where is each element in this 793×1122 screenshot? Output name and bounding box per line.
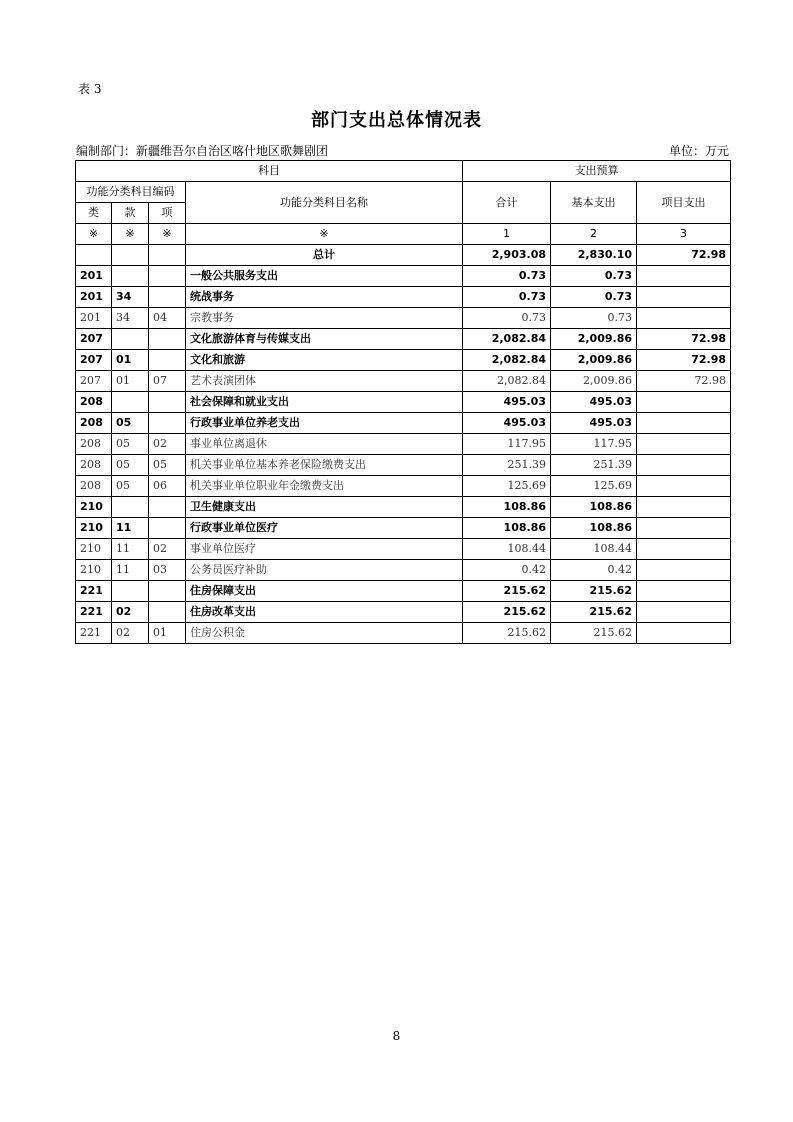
mark-lei: ※ [76,224,112,245]
cell-kuan [112,245,149,266]
table-row [76,350,731,371]
cell-kuan [112,266,149,287]
cell-name: 卫生健康支出 [186,497,463,518]
cell-total: 2,082.84 [463,371,551,392]
table-row [76,434,731,455]
cell-kuan: 02 [112,623,149,644]
col-index-1: 1 [463,224,551,245]
cell-total: 2,903.08 [463,245,551,266]
cell-lei: 207 [76,329,112,350]
cell-kuan: 34 [112,308,149,329]
cell-kuan: 05 [112,476,149,497]
mark-kuan: ※ [112,224,149,245]
cell-project [637,623,731,644]
cell-name: 统战事务 [186,287,463,308]
cell-total: 2,082.84 [463,329,551,350]
table-row [76,623,731,644]
table-row [76,245,731,266]
cell-xiang: 06 [149,476,186,497]
mark-name: ※ [186,224,463,245]
cell-basic: 2,009.86 [551,329,637,350]
col-index-2: 2 [551,224,637,245]
cell-name: 机关事业单位职业年金缴费支出 [186,476,463,497]
cell-total: 108.86 [463,497,551,518]
cell-project: 72.98 [637,350,731,371]
cell-xiang [149,287,186,308]
col-index-3: 3 [637,224,731,245]
cell-project [637,287,731,308]
cell-total: 215.62 [463,623,551,644]
unit-label: 单位：万元 [668,144,729,158]
mark-xiang: ※ [149,224,186,245]
cell-lei: 201 [76,266,112,287]
cell-kuan: 34 [112,287,149,308]
cell-project [637,560,731,581]
cell-project [637,434,731,455]
cell-kuan [112,581,149,602]
cell-name: 公务员医疗补助 [186,560,463,581]
cell-project [637,266,731,287]
cell-lei: 207 [76,371,112,392]
compiling-department: 编制部门：新疆维吾尔自治区喀什地区歌舞剧团 [76,144,329,158]
expenditure-table [75,160,731,644]
cell-xiang: 05 [149,455,186,476]
table-row [76,266,731,287]
table-row [76,413,731,434]
cell-xiang: 04 [149,308,186,329]
cell-name: 行政事业单位医疗 [186,518,463,539]
cell-kuan: 11 [112,560,149,581]
cell-lei: 207 [76,350,112,371]
cell-lei: 210 [76,497,112,518]
cell-basic: 0.42 [551,560,637,581]
cell-lei: 208 [76,392,112,413]
cell-xiang: 03 [149,560,186,581]
cell-total: 215.62 [463,581,551,602]
cell-total: 0.73 [463,266,551,287]
header-basic: 基本支出 [551,182,637,224]
cell-total: 0.42 [463,560,551,581]
page-title: 部门支出总体情况表 [311,110,482,131]
table-row [76,602,731,623]
cell-xiang [149,329,186,350]
cell-xiang [149,497,186,518]
cell-basic: 108.44 [551,539,637,560]
cell-lei: 210 [76,560,112,581]
cell-basic: 108.86 [551,518,637,539]
cell-xiang [149,581,186,602]
table-row [76,518,731,539]
cell-lei: 210 [76,539,112,560]
cell-lei: 221 [76,581,112,602]
cell-name: 事业单位离退休 [186,434,463,455]
cell-project [637,476,731,497]
cell-total: 495.03 [463,413,551,434]
cell-total: 251.39 [463,455,551,476]
cell-project [637,602,731,623]
cell-xiang [149,245,186,266]
cell-lei: 201 [76,308,112,329]
cell-xiang: 07 [149,371,186,392]
cell-basic: 2,830.10 [551,245,637,266]
table-row [76,497,731,518]
cell-project [637,518,731,539]
cell-kuan: 02 [112,602,149,623]
cell-name: 文化旅游体育与传媒支出 [186,329,463,350]
cell-kuan [112,392,149,413]
table-row [76,581,731,602]
header-budget: 支出预算 [463,161,731,182]
cell-basic: 251.39 [551,455,637,476]
cell-lei: 201 [76,287,112,308]
cell-xiang [149,413,186,434]
cell-total: 0.73 [463,287,551,308]
cell-lei: 221 [76,602,112,623]
cell-kuan: 01 [112,371,149,392]
header-project: 项目支出 [637,182,731,224]
table-row [76,476,731,497]
cell-lei: 208 [76,413,112,434]
cell-total: 108.44 [463,539,551,560]
cell-name: 文化和旅游 [186,350,463,371]
cell-name: 社会保障和就业支出 [186,392,463,413]
cell-basic: 495.03 [551,392,637,413]
cell-project [637,455,731,476]
cell-basic: 117.95 [551,434,637,455]
table-row [76,455,731,476]
cell-basic: 2,009.86 [551,350,637,371]
cell-kuan: 11 [112,539,149,560]
cell-basic: 0.73 [551,287,637,308]
table-row [76,560,731,581]
cell-lei [76,245,112,266]
header-total: 合计 [463,182,551,224]
cell-kuan [112,497,149,518]
table-row [76,287,731,308]
table-row [76,371,731,392]
header-xiang: 项 [149,203,186,224]
cell-xiang [149,518,186,539]
table-row [76,392,731,413]
cell-project [637,581,731,602]
cell-name: 宗教事务 [186,308,463,329]
cell-total: 215.62 [463,602,551,623]
cell-xiang [149,602,186,623]
cell-basic: 108.86 [551,497,637,518]
cell-basic: 215.62 [551,623,637,644]
cell-kuan: 05 [112,413,149,434]
cell-basic: 215.62 [551,602,637,623]
cell-name: 住房公积金 [186,623,463,644]
cell-xiang [149,350,186,371]
cell-total: 117.95 [463,434,551,455]
table-row [76,329,731,350]
cell-xiang: 02 [149,539,186,560]
cell-kuan [112,329,149,350]
cell-total: 2,082.84 [463,350,551,371]
cell-project [637,392,731,413]
cell-project: 72.98 [637,329,731,350]
cell-kuan: 01 [112,350,149,371]
cell-project [637,497,731,518]
cell-xiang [149,392,186,413]
cell-total: 125.69 [463,476,551,497]
cell-lei: 208 [76,476,112,497]
cell-lei: 210 [76,518,112,539]
cell-basic: 2,009.86 [551,371,637,392]
cell-basic: 0.73 [551,266,637,287]
header-code-group: 功能分类科目编码 [76,182,186,203]
cell-basic: 0.73 [551,308,637,329]
cell-name: 事业单位医疗 [186,539,463,560]
cell-basic: 215.62 [551,581,637,602]
table-label: 表 3 [78,82,102,96]
cell-lei: 208 [76,434,112,455]
cell-total: 495.03 [463,392,551,413]
cell-lei: 208 [76,455,112,476]
header-name: 功能分类科目名称 [186,182,463,224]
header-subject: 科目 [76,161,463,182]
cell-xiang: 02 [149,434,186,455]
cell-name: 行政事业单位养老支出 [186,413,463,434]
cell-name: 总计 [186,245,463,266]
cell-project: 72.98 [637,371,731,392]
cell-kuan: 05 [112,434,149,455]
cell-project [637,308,731,329]
cell-project: 72.98 [637,245,731,266]
cell-name: 艺术表演团体 [186,371,463,392]
cell-total: 108.86 [463,518,551,539]
cell-xiang: 01 [149,623,186,644]
cell-name: 机关事业单位基本养老保险缴费支出 [186,455,463,476]
cell-basic: 495.03 [551,413,637,434]
cell-name: 一般公共服务支出 [186,266,463,287]
cell-xiang [149,266,186,287]
cell-project [637,413,731,434]
header-lei: 类 [76,203,112,224]
table-row [76,308,731,329]
cell-name: 住房保障支出 [186,581,463,602]
cell-kuan: 05 [112,455,149,476]
cell-name: 住房改革支出 [186,602,463,623]
table-row [76,539,731,560]
cell-total: 0.73 [463,308,551,329]
header-kuan: 款 [112,203,149,224]
cell-project [637,539,731,560]
cell-kuan: 11 [112,518,149,539]
page-number: 8 [392,1029,401,1043]
cell-lei: 221 [76,623,112,644]
cell-basic: 125.69 [551,476,637,497]
